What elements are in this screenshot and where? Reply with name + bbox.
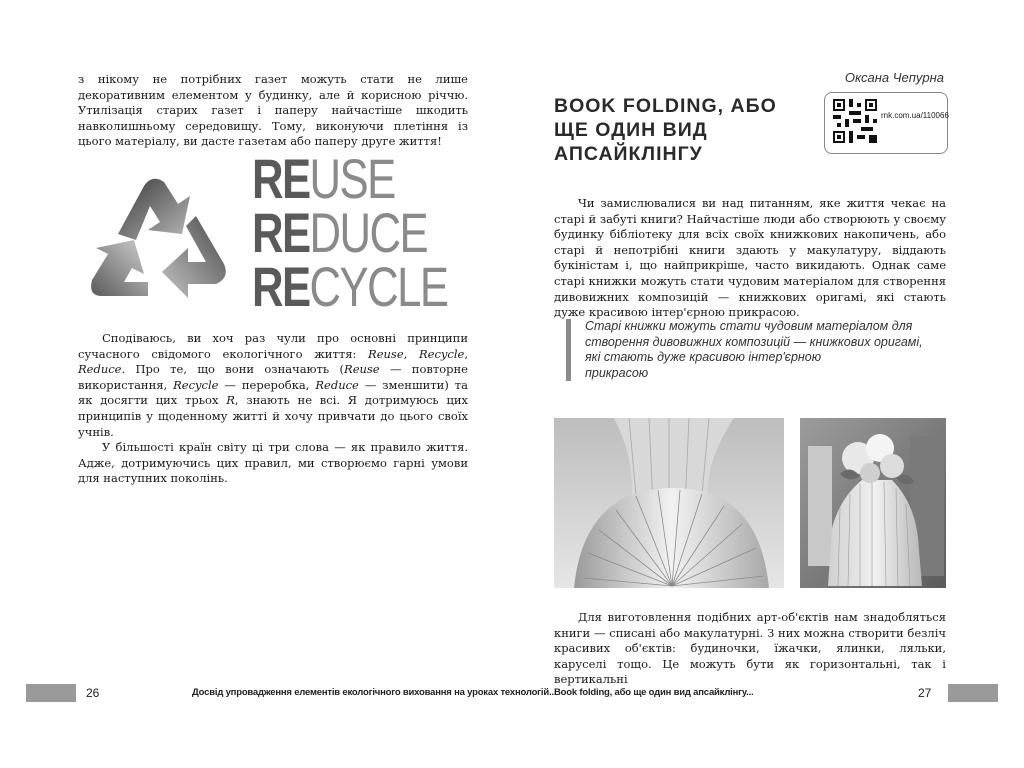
logo-words [252,147,448,318]
logo-line-reuse: REUSE [252,147,395,210]
running-title-left: Досвід упровадження елементів екологічного виховання на уроках технологій... [192,687,557,698]
page-number-left: 26 [86,686,100,700]
qr-link-box[interactable] [824,92,948,154]
paragraph-text: Для виготовлення подібних арт-об'єктів нам знадобляться книги — списані або макулатурні. З них можна створити безліч красивих об'єктів: будиночки, їжачки, ялинки, ляльки, каруселі тощо. Це можуть бути як горизонтальні, так і вертикальні [554,610,946,687]
left-paragraph-2 [78,331,468,487]
title-line: АПСАЙКЛІНГУ [554,143,703,165]
author-name: Оксана Чепурна [844,70,944,85]
right-page [512,0,1024,768]
reuse-reduce-recycle-logo [78,147,468,327]
page-number-right: 27 [918,686,932,700]
right-paragraph-2 [554,610,946,688]
book-origami-image [800,418,946,588]
paragraph-text: з нікому не потрібних газет можуть стати не лише декоративним елементом у будинку, але й корисною річчю. Утилізація старих газет і паперу найчастіше шкодить навколишньому середовищу. Тому, виконуючи плетіння із цього матеріалу, ви дасте газетам або паперу друге життя! [78,72,468,149]
book-origami-flowers-photo [800,418,946,588]
pull-quote [566,319,965,381]
paragraph-text: Чи замислювалися ви над питанням, яке життя чекає на старі й забуті книги? Найчастіше люди або створюють у своєму будинку бібліотеку для всіх своїх книжкових накопичень, або старі й непотрібні книги здають у макулатуру, віддають букіністам і, що найприкріше, часто викидають. Однак саме старі книжки можуть стати чудовим матеріалом для створення дивовижних композицій — книжкових оригамі, які стають дуже красивою інтер'єрною прикрасою. [554,196,946,320]
left-paragraph-1 [78,72,468,150]
quote-line: прикрасою [585,365,649,380]
logo-line-reduce: REDUCE [252,201,428,264]
book-fan-image [554,418,784,588]
qr-url[interactable]: rnk.com.ua/110066 [881,111,949,120]
running-title-right: Book folding, або ще один вид апсайклінгу... [554,687,754,698]
quote-line: Старі книжки можуть стати чудовим матеріалом для [585,319,913,333]
logo-line-recycle: RECYCLE [252,255,448,318]
title-line: ЩЕ ОДИН ВИД [554,119,708,141]
qr-code-icon[interactable] [833,99,877,143]
footer-bar-right [948,684,998,702]
book-fan-photo [554,418,784,588]
footer-bar-left [26,684,76,702]
right-paragraph-1 [554,196,946,321]
title-line: BOOK FOLDING, АБО [554,95,777,117]
rules-paragraph: У більшості країн світу ці три слова — як правило життя. Адже, дотримуючись цих правил, ми створюємо гарні умови для наступних поколінь. [78,440,468,486]
quote-line: які стають дуже красивою інтер'єрною [585,350,822,364]
quote-line: створення дивовижних композицій — книжкових оригамі, [585,334,923,349]
principles-paragraph: Сподіваюсь, ви хоч раз чули про основні принципи сучасного свідомого екологічного життя: Reuse, Recycle, Reduce. Про те, що вони означають (Reuse — повторне використання, Recycle — переробка, Reduce — зменшити) та як досягти цих трьох R, знають не всі. Я дотримуюсь цих принципів у щоденному житті й хочу привчати до цього своїх учнів. [78,331,468,439]
recycle-icon [78,156,243,321]
article-title [554,94,804,166]
